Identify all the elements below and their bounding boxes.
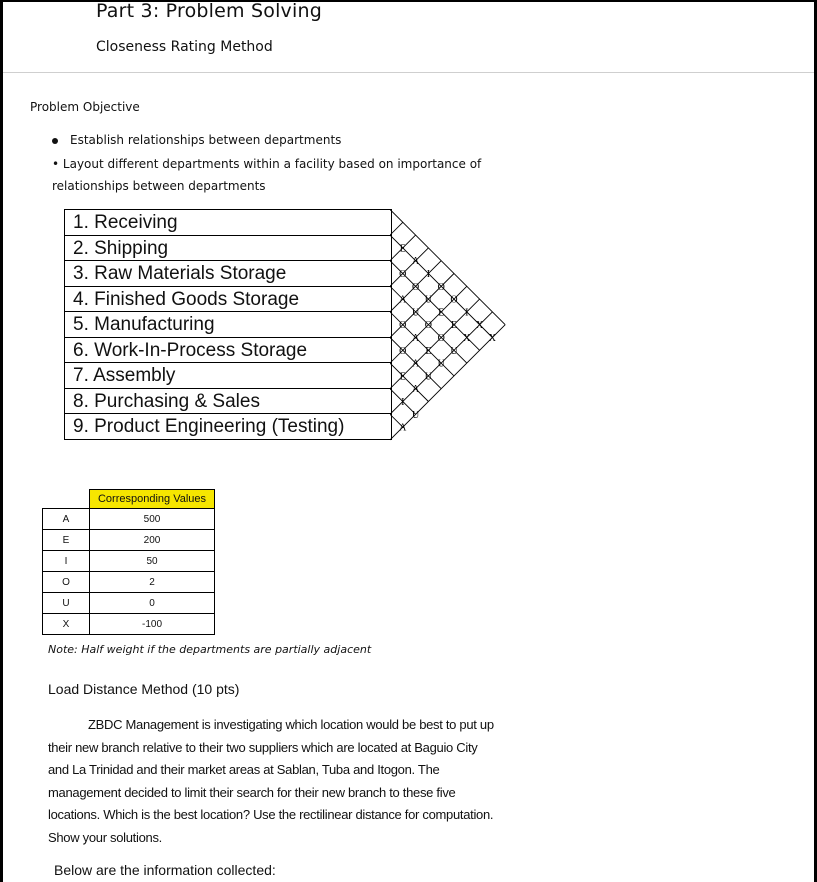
department-row: 6. Work-In-Process Storage xyxy=(65,338,391,364)
table-header-row xyxy=(43,490,215,509)
department-row: 2. Shipping xyxy=(65,236,391,262)
relationship-letter: U xyxy=(411,307,420,319)
relationship-letter: A xyxy=(399,294,407,306)
table-row xyxy=(43,593,215,614)
objective-bullet-1 xyxy=(52,133,341,147)
department-row: 9. Product Engineering (Testing) xyxy=(73,416,345,437)
relationship-letter: I xyxy=(426,269,431,280)
relationship-letter: I xyxy=(465,307,469,319)
bullet-text: Establish relationships between departments xyxy=(70,133,342,147)
value-cell: -100 xyxy=(90,614,215,635)
relationship-letter: U xyxy=(411,409,420,421)
paragraph-line: and La Trinidad and their market areas at Sablan, Tuba and Itogon. The xyxy=(48,762,440,777)
paragraph-line: their new branch relative to their two suppliers which are located at Baguio City xyxy=(48,739,478,755)
problem-paragraph xyxy=(48,714,558,849)
relationship-letter: A xyxy=(411,358,420,370)
table-row xyxy=(43,509,215,530)
relationship-letter: I xyxy=(401,397,405,408)
relationship-letter: E xyxy=(450,320,458,332)
relationship-letter: A xyxy=(411,256,420,268)
value-cell: 50 xyxy=(90,551,215,572)
paragraph-line: management decided to limit their search for their new branch to these five xyxy=(48,784,456,800)
relationship-letter: U xyxy=(424,371,433,383)
code-cell: I xyxy=(43,551,90,572)
paragraph-line: Show your solutions. xyxy=(48,829,162,845)
code-cell: X xyxy=(43,614,90,635)
relationship-letter: U xyxy=(437,358,445,370)
relationship-letter: O xyxy=(399,269,407,280)
code-cell: A xyxy=(43,509,90,530)
relationship-letter: E xyxy=(425,345,432,357)
value-cell: 500 xyxy=(90,509,215,530)
page-title: Part 3: Problem Solving xyxy=(96,0,322,22)
objective-heading: Problem Objective xyxy=(30,100,140,114)
relationship-letter: O xyxy=(424,320,433,332)
relationship-letter: X xyxy=(488,333,497,344)
value-cell: 200 xyxy=(90,530,215,551)
department-row: 5. Manufacturing xyxy=(65,312,391,338)
relationship-letter: U xyxy=(424,294,433,306)
relationship-letter: O xyxy=(437,333,445,344)
department-row: 8. Purchasing & Sales xyxy=(65,389,391,415)
relationship-letter: A xyxy=(411,384,420,396)
relationship-matrix xyxy=(390,209,580,441)
code-cell: E xyxy=(43,530,90,551)
paragraph-line: locations. Which is the best location? Use the rectilinear distance for computation. xyxy=(48,807,494,822)
relationship-letter: E xyxy=(399,371,406,383)
objective-bullet-2: • Layout different departments within a facility based on importance of relationships between departments xyxy=(52,157,482,193)
relationship-letter: U xyxy=(450,345,458,357)
table-row xyxy=(43,530,215,551)
relationship-letter: O xyxy=(411,281,420,293)
matrix-gridline xyxy=(390,222,403,235)
relationship-letter: X xyxy=(475,320,484,332)
note-text: Note: Half weight if the departments are partially adjacent xyxy=(48,643,372,656)
page-left-border xyxy=(0,0,3,882)
load-distance-title: Load Distance Method (10 pts) xyxy=(48,681,240,697)
matrix-letters xyxy=(399,243,497,433)
department-row: 4. Finished Goods Storage xyxy=(65,287,391,313)
relationship-letter: O xyxy=(399,320,407,332)
matrix-lines xyxy=(390,210,505,440)
paragraph-line: ZBDC Management is investigating which location would be best to put up xyxy=(88,717,494,732)
relationship-letter: A xyxy=(411,333,420,344)
relationship-letter: O xyxy=(450,294,458,306)
code-cell: O xyxy=(43,572,90,593)
matrix-gridline xyxy=(390,363,428,401)
matrix-gridline xyxy=(390,248,431,286)
divider xyxy=(3,72,814,73)
table-row xyxy=(43,614,215,635)
section-subtitle: Closeness Rating Method xyxy=(96,39,273,55)
bullet-dot-icon xyxy=(52,138,58,144)
table-row xyxy=(43,572,215,593)
bullet-text: Layout different departments within a facility based on importance of relationships between departments xyxy=(52,157,482,193)
relationship-letter: E xyxy=(399,243,406,255)
info-collected-text: Below are the information collected: xyxy=(54,862,276,878)
relationship-letter: E xyxy=(438,307,445,319)
department-row: 3. Raw Materials Storage xyxy=(65,261,391,287)
relationship-letter: O xyxy=(399,345,407,357)
code-cell: U xyxy=(43,593,90,614)
relationship-letter: O xyxy=(437,281,445,293)
value-cell: 2 xyxy=(90,572,215,593)
department-row: 7. Assembly xyxy=(65,363,391,389)
corresponding-values-table xyxy=(42,489,215,635)
matrix-gridline xyxy=(390,210,505,325)
relationship-letter: X xyxy=(463,333,471,344)
table-header: Corresponding Values xyxy=(90,490,215,509)
department-row: 1. Receiving xyxy=(65,210,391,236)
relationship-letter: A xyxy=(399,422,407,434)
table-header-blank xyxy=(43,490,90,509)
department-list xyxy=(64,209,392,440)
table-row xyxy=(43,551,215,572)
value-cell: 0 xyxy=(90,593,215,614)
